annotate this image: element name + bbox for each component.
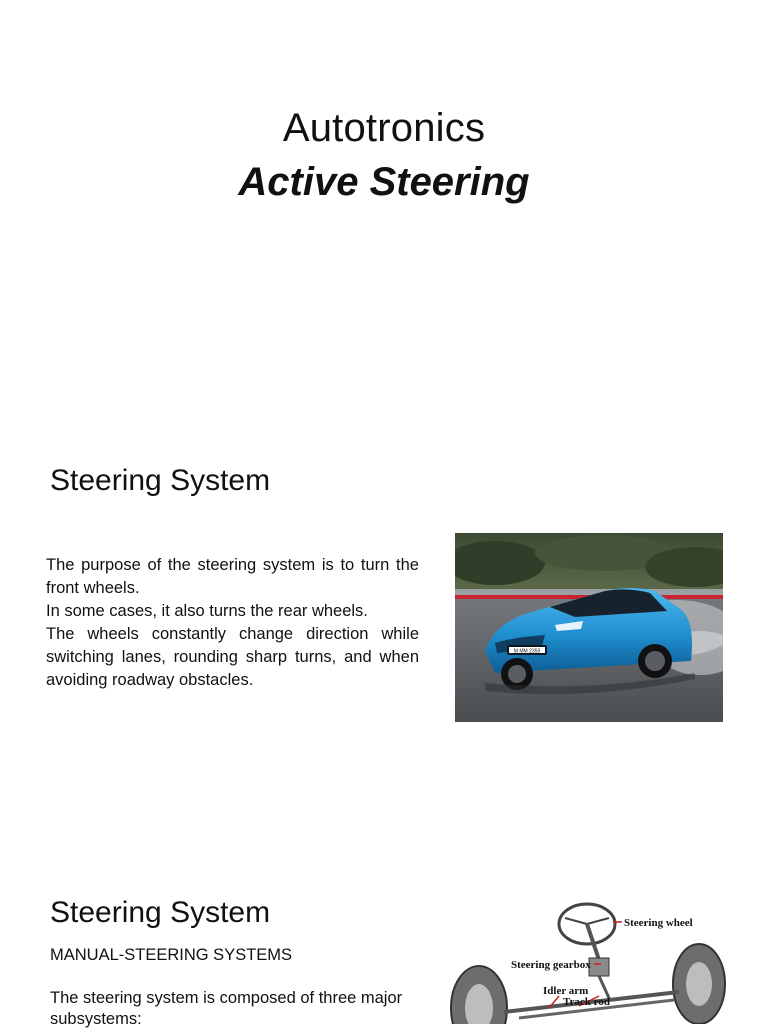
paragraph: In some cases, it also turns the rear wheels. xyxy=(46,602,368,620)
steering-system-slide xyxy=(0,420,768,850)
steering-system-slide-2 xyxy=(0,850,768,1028)
paragraph: The steering system is composed of three major subsystems: xyxy=(50,989,403,1028)
label-steering-wheel: Steering wheel xyxy=(624,917,693,929)
license-plate-text: M MM 2359 xyxy=(513,648,541,655)
subheading: MANUAL-STEERING SYSTEMS xyxy=(50,946,293,964)
label-idler-arm: Idler arm xyxy=(543,985,589,997)
label-track-rod: Track rod xyxy=(563,996,610,1008)
car-photo xyxy=(455,533,723,722)
steering-diagram xyxy=(449,900,729,1024)
slide-heading: Steering System xyxy=(50,464,271,497)
title-slide xyxy=(0,0,768,420)
slide-subtitle: Active Steering xyxy=(238,160,530,204)
slide-heading: Steering System xyxy=(50,896,271,929)
paragraph: The wheels constantly change direction while switching lanes, rounding sharp turns, and when avoiding roadway obstacles. xyxy=(46,625,419,689)
paragraph: The purpose of the steering system is to turn the front wheels. xyxy=(46,556,419,597)
slide-title: Autotronics xyxy=(282,106,486,150)
label-steering-gearbox: Steering gearbox xyxy=(511,959,591,971)
body-text xyxy=(46,554,419,692)
